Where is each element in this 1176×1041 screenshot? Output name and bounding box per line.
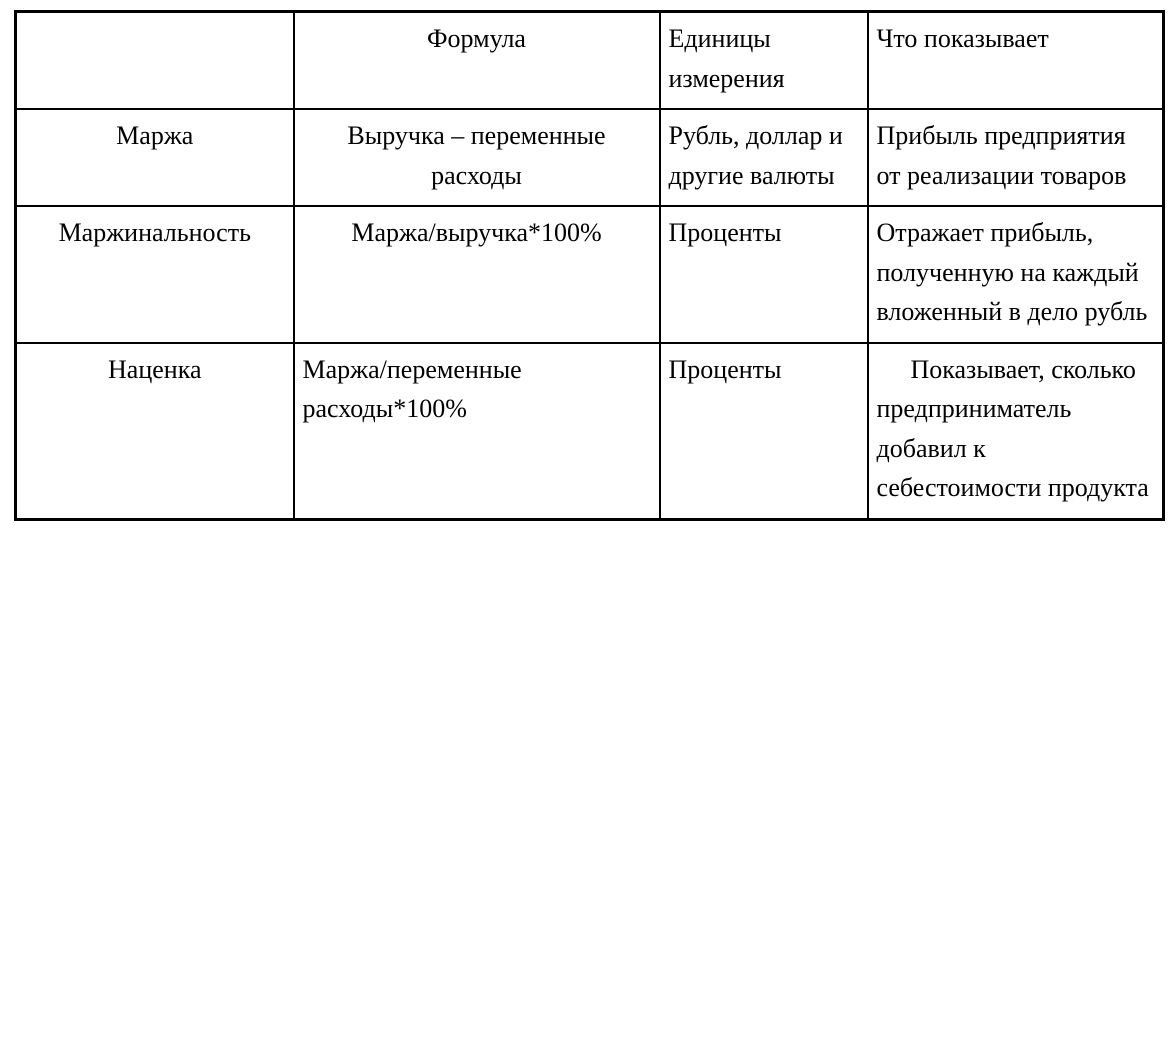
cell-meaning-margin: Прибыль предприятия от реализации товаров — [868, 109, 1164, 206]
cell-formula-markup: Маржа/переменные расходы*100% — [294, 343, 660, 520]
table-row — [16, 343, 1164, 520]
cell-units-marginality: Проценты — [660, 206, 868, 343]
table-row — [16, 109, 1164, 206]
header-cell-formula: Формула — [294, 12, 660, 110]
cell-term-margin: Маржа — [16, 109, 294, 206]
header-cell-meaning: Что показывает — [868, 12, 1164, 110]
cell-term-markup: Наценка — [16, 343, 294, 520]
header-cell-term — [16, 12, 294, 110]
cell-units-markup: Проценты — [660, 343, 868, 520]
cell-meaning-marginality: Отражает прибыль, полученную на каждый вложенный в дело рубль — [868, 206, 1164, 343]
cell-formula-margin: Выручка – переменные расходы — [294, 109, 660, 206]
cell-meaning-markup: Показывает, сколько предприниматель добавил к себестоимости продукта — [868, 343, 1164, 520]
cell-formula-marginality: Маржа/выручка*100% — [294, 206, 660, 343]
table-row — [16, 206, 1164, 343]
comparison-table — [14, 10, 1165, 521]
cell-term-marginality: Маржинальность — [16, 206, 294, 343]
table-header-row — [16, 12, 1164, 110]
header-cell-units: Единицы измерения — [660, 12, 868, 110]
cell-units-margin: Рубль, доллар и другие валюты — [660, 109, 868, 206]
